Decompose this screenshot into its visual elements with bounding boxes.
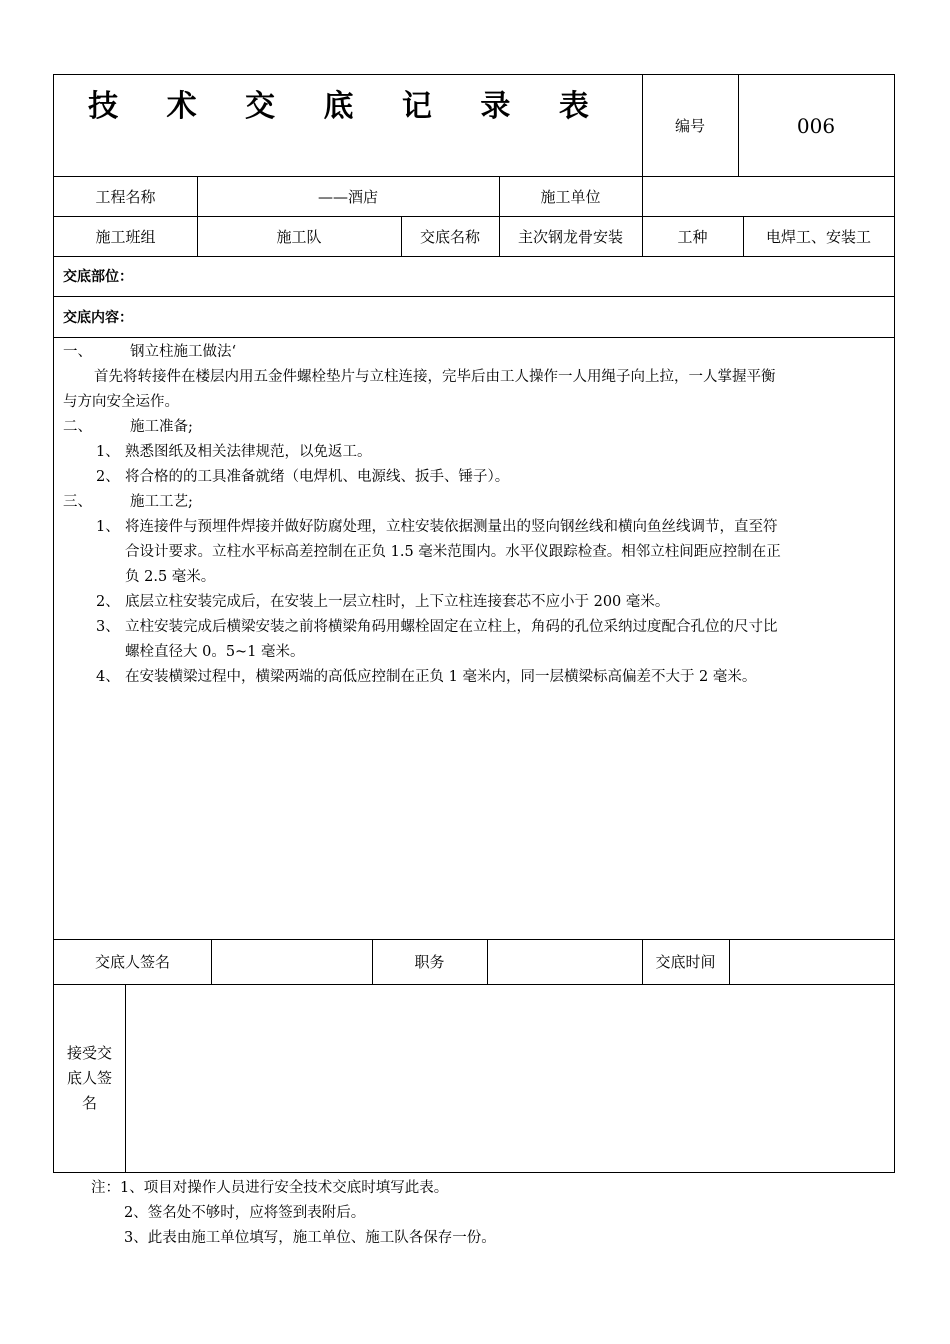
project-name-label: 工程名称 bbox=[95, 187, 156, 206]
item-number: 2、 bbox=[96, 594, 120, 610]
footnote: 2、签名处不够时，应将签到表附后。 bbox=[124, 1205, 366, 1221]
section-number: 二、 bbox=[63, 419, 92, 435]
briefing-name-value[interactable]: 主次钢龙骨安装 bbox=[517, 227, 623, 246]
receiver-label-line: 名 bbox=[81, 1093, 97, 1112]
receiver-label-line: 底人签 bbox=[66, 1068, 112, 1087]
briefing-name-label: 交底名称 bbox=[419, 227, 480, 246]
item-line: 底层立柱安装完成后，在安装上一层立柱时，上下立柱连接套芯不应小于 200 毫米。 bbox=[125, 594, 670, 610]
item-text bbox=[125, 515, 887, 590]
briefing-content-label: 交底内容： bbox=[63, 309, 133, 326]
receiver-label-line: 接受交 bbox=[66, 1043, 112, 1062]
footnote: 注：1、项目对操作人员进行安全技术交底时填写此表。 bbox=[91, 1180, 449, 1196]
paragraph-line: 与方向安全运作。 bbox=[63, 394, 179, 410]
section-heading bbox=[63, 415, 887, 440]
signer-label: 交底人签名 bbox=[94, 953, 170, 971]
position-field[interactable] bbox=[487, 939, 642, 984]
position-label: 职务 bbox=[414, 953, 445, 971]
item-number: 1、 bbox=[96, 519, 120, 535]
briefing-time-label: 交底时间 bbox=[655, 953, 716, 971]
section-title: 钢立柱施工做法‘ bbox=[130, 344, 237, 360]
briefing-content bbox=[63, 340, 887, 690]
item-text: 将合格的的工具准备就绪（电焊机、电源线、扳手、锤子）。 bbox=[125, 469, 510, 485]
list-item bbox=[63, 615, 887, 665]
list-item bbox=[63, 515, 887, 590]
receiver-signature-area[interactable] bbox=[125, 984, 894, 1172]
item-number: 3、 bbox=[96, 619, 120, 635]
footnotes bbox=[91, 1176, 496, 1251]
item-text: 熟悉图纸及相关法律规范，以免返工。 bbox=[125, 444, 372, 460]
list-item bbox=[63, 440, 887, 465]
item-number: 2、 bbox=[96, 469, 120, 485]
item-text bbox=[125, 590, 887, 615]
item-line: 将连接件与预埋件焊接并做好防腐处理，立柱安装依据测量出的竖向钢丝线和横向鱼丝线调节，直至符 bbox=[125, 519, 778, 535]
section-number: 三、 bbox=[63, 494, 92, 510]
construction-unit-label: 施工单位 bbox=[540, 187, 601, 206]
list-item bbox=[63, 665, 887, 690]
item-text bbox=[125, 665, 887, 690]
list-item bbox=[63, 465, 887, 490]
form-title: 技 术 交 底 记 录 表 bbox=[88, 89, 608, 124]
paragraph-line: 首先将转接件在楼层内用五金件螺栓垫片与立柱连接，完毕后由工人操作一人用绳子向上拉，一人掌握平衡 bbox=[94, 369, 776, 385]
briefing-part-label: 交底部位： bbox=[63, 269, 133, 285]
item-line: 在安装横梁过程中，横梁两端的高低应控制在正负 1 毫米内，同一层横梁标高偏差不大于 2 毫米。 bbox=[125, 669, 757, 685]
number-label: 编号 bbox=[674, 117, 705, 135]
section-number: 一、 bbox=[63, 344, 92, 360]
team-label: 施工班组 bbox=[95, 227, 156, 246]
signer-field[interactable] bbox=[211, 939, 372, 984]
receiver-signature-label bbox=[54, 984, 125, 1172]
team-value[interactable]: 施工队 bbox=[276, 227, 322, 246]
section-heading bbox=[63, 340, 887, 365]
list-item bbox=[63, 590, 887, 615]
item-line: 立柱安装完成后横梁安装之前将横梁角码用螺栓固定在立柱上，角码的孔位采纳过度配合孔位的尺寸比 bbox=[125, 619, 778, 635]
section-title: 施工工艺; bbox=[130, 494, 193, 510]
rule bbox=[54, 337, 894, 338]
trade-label: 工种 bbox=[677, 227, 708, 246]
technical-briefing-form bbox=[53, 74, 895, 1173]
item-line: 合设计要求。立柱水平标高差控制在正负 1.5 毫米范围内。水平仪跟踪检查。相邻立柱间距应控制在正 bbox=[125, 544, 781, 560]
project-name-value[interactable]: ——酒店 bbox=[317, 187, 378, 206]
construction-unit-value[interactable] bbox=[642, 176, 894, 216]
section-title: 施工准备; bbox=[130, 419, 193, 435]
section-heading bbox=[63, 490, 887, 515]
item-line: 负 2.5 毫米。 bbox=[125, 569, 216, 585]
item-text bbox=[125, 615, 887, 665]
trade-value[interactable]: 电焊工、安装工 bbox=[765, 227, 871, 246]
footnote: 3、此表由施工单位填写，施工单位、施工队各保存一份。 bbox=[124, 1230, 496, 1246]
number-value[interactable]: 006 bbox=[796, 113, 836, 138]
item-line: 螺栓直径大 0。5~1 毫米。 bbox=[125, 644, 305, 660]
briefing-time-field[interactable] bbox=[729, 939, 894, 984]
item-number: 4、 bbox=[96, 669, 120, 685]
item-number: 1、 bbox=[96, 444, 120, 460]
